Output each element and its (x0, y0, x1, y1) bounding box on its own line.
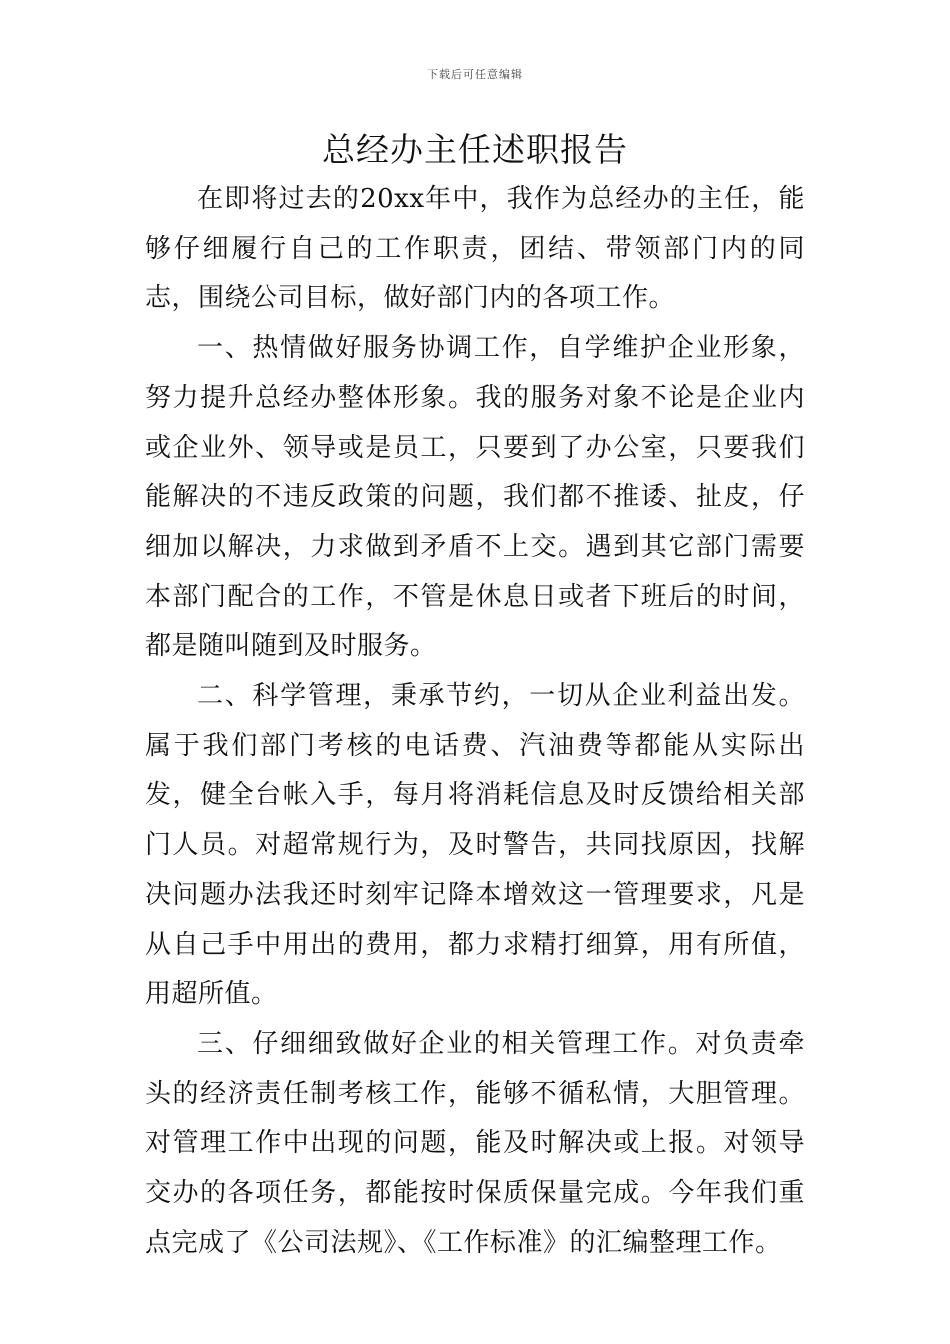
paragraph-section-2: 二、科学管理，秉承节约，一切从企业利益出发。属于我们部门考核的电话费、汽油费等都能从实际出发，健全台帐入手，每月将消耗信息及时反馈给相关部门人员。对超常规行为，及时警告，共同找原因，找解决问题办法我还时刻牢记降本增效这一管理要求，凡是从自己手中用出的费用，都力求精打细算，用有所值，用超所值。 (145, 681, 805, 1010)
paragraph-section-1: 一、热情做好服务协调工作，自学维护企业形象，努力提升总经办整体形象。我的服务对象不论是企业内或企业外、领导或是员工，只要到了办公室，只要我们能解决的不违反政策的问题，我们都不推诿、扯皮，仔细加以解决，力求做到矛盾不上交。遇到其它部门需要本部门配合的工作，不管是休息日或者下班后的时间，都是随叫随到及时服务。 (145, 333, 805, 662)
paragraph-intro: 在即将过去的20xx年中，我作为总经办的主任，能够仔细履行自己的工作职责，团结、带领部门内的同志，围绕公司目标，做好部门内的各项工作。 (145, 184, 805, 314)
paragraph-section-3: 三、仔细细致做好企业的相关管理工作。对负责牵头的经济责任制考核工作，能够不循私情，大胆管理。对管理工作中出现的问题，能及时解决或上报。对领导交办的各项任务，都能按时保质保量完成。今年我们重点完成了《公司法规》、《工作标准》的汇编整理工作。 (145, 1028, 805, 1258)
document-title: 总经办主任述职报告 (322, 130, 628, 169)
header-note: 下载后可任意编辑 (427, 68, 523, 81)
document-body (145, 175, 805, 1268)
